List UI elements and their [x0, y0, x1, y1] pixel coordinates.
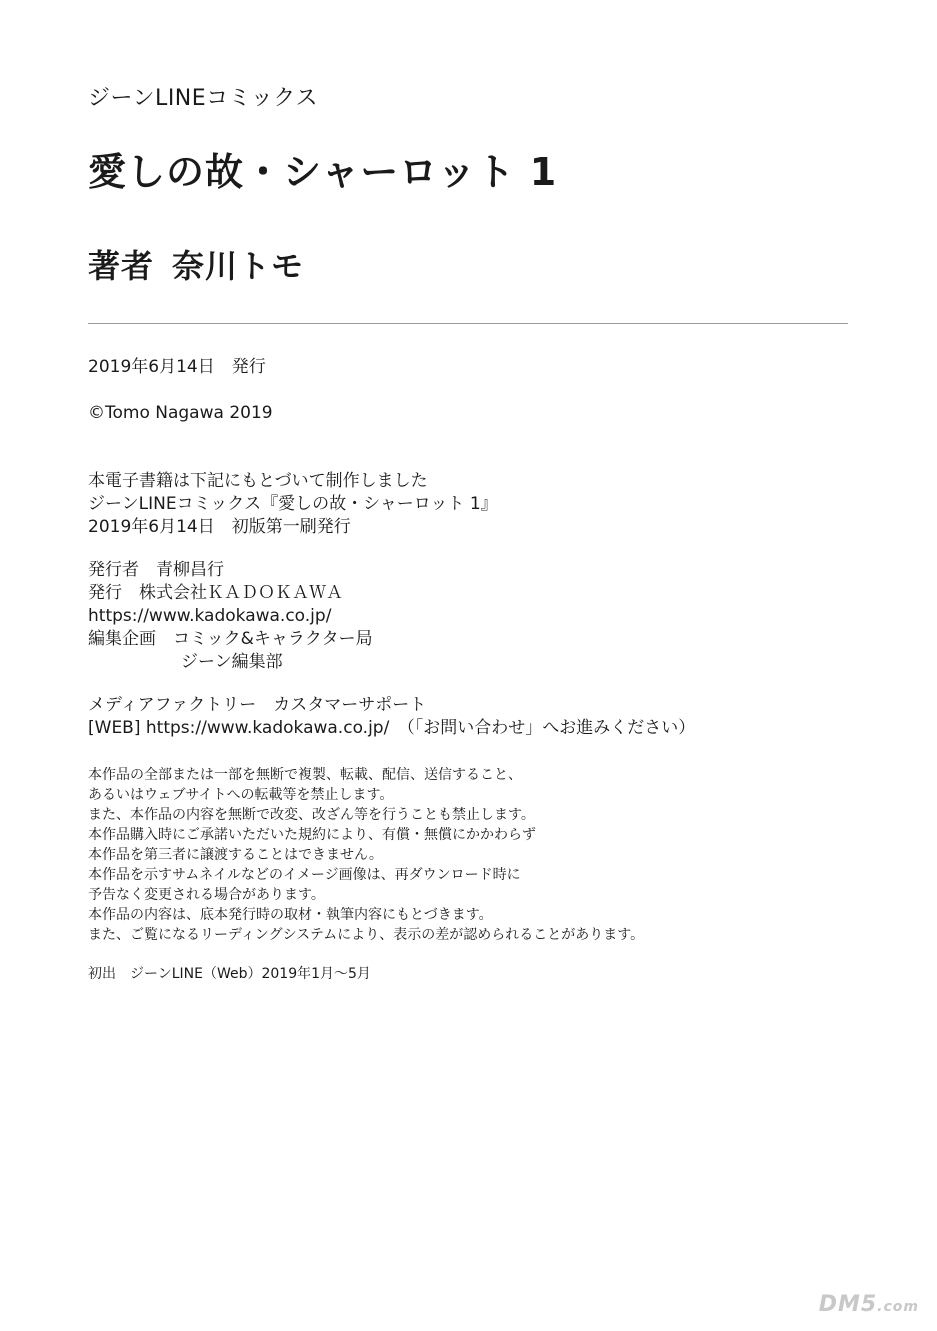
notice-line-2: あるいはウェブサイトへの転載等を禁止します。 [88, 787, 394, 803]
site-watermark [819, 1292, 919, 1317]
notice-line-4: 本作品購入時にご承諾いただいた規約により、有償・無償にかかわらず [88, 827, 536, 843]
book-title: 愛しの故・シャーロット 1 [88, 150, 558, 194]
publisher-line: 発行者 青柳昌行 [88, 560, 224, 580]
watermark-suffix: .com [877, 1299, 919, 1315]
notice-line-7: 予告なく変更される場合があります。 [88, 887, 325, 903]
issuer-line: 発行 株式会社ＫＡＤＯＫＡＷＡ [88, 583, 343, 603]
editorial-planning-line: 編集企画 コミック&キャラクター局 [88, 629, 373, 649]
author-name: 奈川トモ [172, 247, 305, 285]
notice-line-1: 本作品の全部または一部を無断で複製、転載、配信、送信すること、 [88, 767, 522, 783]
source-line-3: 2019年6月14日 初版第一刷発行 [88, 517, 351, 537]
editorial-department-line: ジーン編集部 [181, 652, 283, 672]
support-web-line[interactable]: [WEB] https://www.kadokawa.co.jp/ （「お問い合わせ」へお進みください） [88, 718, 696, 738]
notice-line-9: また、ご覧になるリーディングシステムにより、表示の差が認められることがあります。 [88, 927, 645, 943]
support-heading: メディアファクトリー カスタマーサポート [88, 695, 427, 715]
author-role: 著者 [88, 247, 155, 285]
author-line [88, 244, 304, 288]
notice-line-3: また、本作品の内容を無断で改変、改ざん等を行うことも禁止します。 [88, 807, 535, 823]
publisher-url[interactable]: https://www.kadokawa.co.jp/ [88, 606, 332, 626]
watermark-main: DM5 [818, 1292, 878, 1317]
divider-line [88, 323, 848, 324]
first-appearance: 初出 ジーンLINE（Web）2019年1月〜5月 [88, 966, 371, 982]
copyright-notice: ©Tomo Nagawa 2019 [88, 403, 273, 423]
notice-line-6: 本作品を示すサムネイルなどのイメージ画像は、再ダウンロード時に [88, 867, 521, 883]
source-line-1: 本電子書籍は下記にもとづいて制作しました [88, 471, 428, 491]
imprint-label: ジーンLINEコミックス [88, 86, 319, 111]
notice-line-8: 本作品の内容は、底本発行時の取材・執筆内容にもとづきます。 [88, 907, 493, 923]
source-line-2: ジーンLINEコミックス『愛しの故・シャーロット 1』 [88, 494, 498, 514]
publication-date: 2019年6月14日 発行 [88, 357, 266, 377]
notice-line-5: 本作品を第三者に譲渡することはできません。 [88, 847, 383, 863]
